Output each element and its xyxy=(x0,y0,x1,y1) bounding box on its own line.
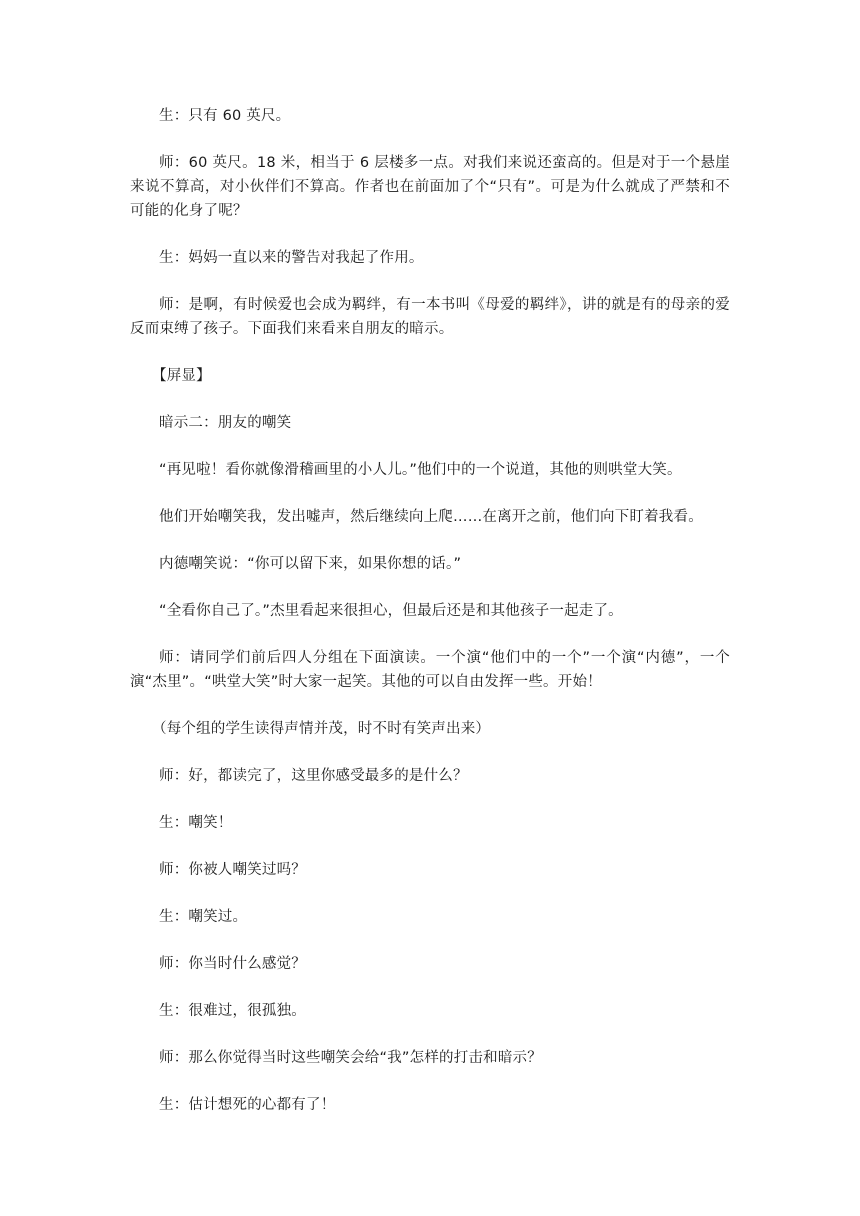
paragraph-3: 生：妈妈一直以来的警告对我起了作用。 xyxy=(159,250,424,266)
paragraph-1: 生：只有 60 英尺。 xyxy=(159,108,291,124)
paragraph-9: 内德嘲笑说：“你可以留下来，如果你想的话。” xyxy=(159,556,462,572)
paragraph-7: “再见啦！看你就像滑稽画里的小人儿。”他们中的一个说道，其他的则哄堂大笑。 xyxy=(159,462,682,478)
paragraph-15: 师：你被人嘲笑过吗？ xyxy=(159,862,306,878)
paragraph-16: 生：嘲笑过。 xyxy=(159,909,248,925)
paragraph-11: 师：请同学们前后四人分组在下面演读。一个演“他们中的一个”一个演“内德”，一个演“杰里”。“哄堂大笑”时大家一起笑。其他的可以自由发挥一些。开始！ xyxy=(130,650,730,690)
paragraph-13: 师：好，都读完了，这里你感受最多的是什么？ xyxy=(159,768,468,784)
paragraph-2: 师：60 英尺。18 米，相当于 6 层楼多一点。对我们来说还蛮高的。但是对于一个悬崖来说不算高，对小伙伴们不算高。作者也在前面加了个“只有”。可是为什么就成了严禁和不可能的化身了呢？ xyxy=(130,155,730,219)
paragraph-18: 生：很难过，很孤独。 xyxy=(159,1003,306,1019)
paragraph-17: 师：你当时什么感觉？ xyxy=(159,956,306,972)
paragraph-12: （每个组的学生读得声情并茂，时不时有笑声出来） xyxy=(152,721,491,737)
paragraph-19: 师：那么你觉得当时这些嘲笑会给“我”怎样的打击和暗示？ xyxy=(159,1050,542,1066)
paragraph-10: “全看你自己了。”杰里看起来很担心，但最后还是和其他孩子一起走了。 xyxy=(159,603,623,619)
paragraph-6: 暗示二：朋友的嘲笑 xyxy=(159,415,292,431)
paragraph-8: 他们开始嘲笑我，发出嘘声，然后继续向上爬……在离开之前，他们向下盯着我看。 xyxy=(159,509,703,525)
paragraph-4: 师：是啊，有时候爱也会成为羁绊，有一本书叫《母爱的羁绊》，讲的就是有的母亲的爱反而束缚了孩子。下面我们来看来自朋友的暗示。 xyxy=(130,297,730,337)
paragraph-5: 【屏显】 xyxy=(152,368,211,384)
document-page xyxy=(130,104,730,1140)
paragraph-20: 生：估计想死的心都有了！ xyxy=(159,1097,336,1113)
paragraph-14: 生：嘲笑！ xyxy=(159,815,233,831)
